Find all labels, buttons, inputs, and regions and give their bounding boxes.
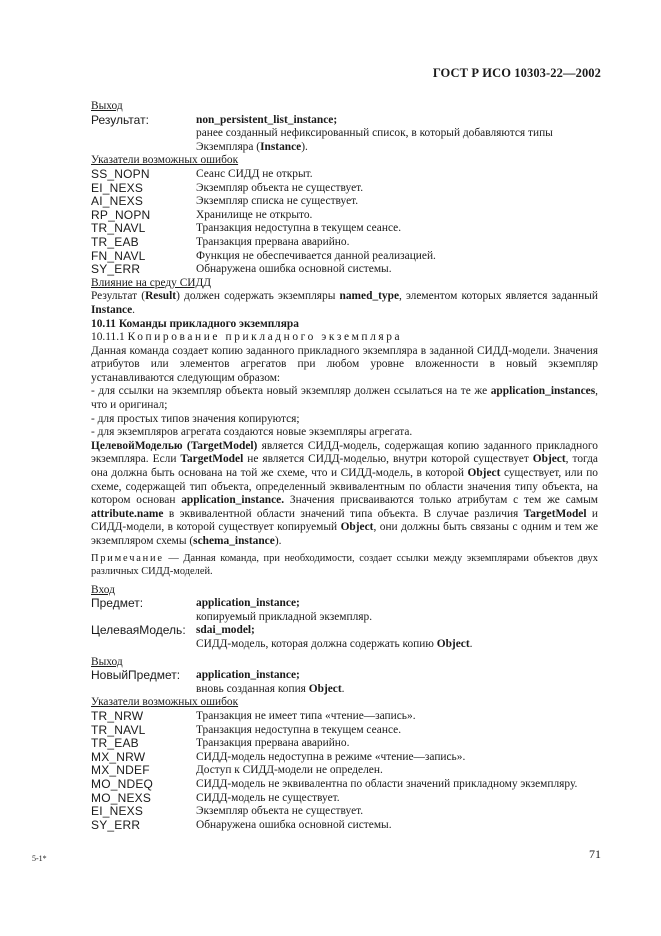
errors2-heading: Указатели возможных ошибок — [91, 696, 239, 709]
error-code: TR_NRW — [91, 708, 144, 723]
page-number: 71 — [589, 847, 601, 861]
result-row — [91, 114, 598, 155]
errors-heading: Указатели возможных ошибок — [91, 154, 239, 167]
error-code: MO_NEXS — [91, 790, 152, 805]
error-row — [91, 737, 598, 751]
error-text: Функция не обеспечивается данной реализацией. — [196, 249, 436, 262]
error-code: MX_NRW — [91, 749, 146, 764]
error-text: СИДД-модель недоступна в режиме «чтение—запись». — [196, 750, 466, 763]
page-header: ГОСТ Р ИСО 10303-22—2002 — [432, 66, 601, 80]
note: Примечание — Данная команда, при необходимости, создает ссылки между экземплярами объектов двух различных СИДД-моделей. — [91, 552, 598, 577]
error-code: MO_NDEQ — [91, 776, 154, 791]
error-text: Транзакция не имеет типа «чтение—запись». — [196, 709, 416, 722]
error-row — [91, 250, 598, 264]
error-text: Сеанс СИДД не открыт. — [196, 167, 313, 180]
error-code: SY_ERR — [91, 817, 141, 832]
error-text: Транзакция недоступна в текущем сеансе. — [196, 222, 402, 235]
input-row-target-model: ЦелеваяМодель: sdai_model; СИДД-модель, которая должна содержать копию Object. — [91, 623, 473, 650]
error-text: Экземпляр списка не существует. — [196, 195, 359, 208]
error-row — [91, 805, 598, 819]
error-code: MX_NDEF — [91, 763, 150, 778]
error-text: Обнаружена ошибка основной системы. — [196, 263, 392, 276]
error-code: RP_NOPN — [91, 207, 151, 222]
error-code: SS_NOPN — [91, 166, 150, 181]
output2-heading: Выход — [91, 655, 123, 668]
error-row — [91, 778, 598, 792]
output-heading: Выход — [91, 100, 123, 112]
error-text: Обнаружена ошибка основной системы. — [196, 818, 392, 831]
error-text: СИДД-модель не существует. — [196, 791, 340, 804]
error-code: TR_EAB — [91, 736, 139, 751]
error-text: Экземпляр объекта не существует. — [196, 805, 364, 818]
influence-heading: Влияние на среду СИДД — [91, 276, 212, 289]
error-code: SY_ERR — [91, 262, 141, 277]
page-content — [91, 100, 598, 832]
result-desc: ранее созданный нефиксированный список, в который добавляются типы Экземпляра (Instance). — [196, 127, 553, 153]
result-value: non_persistent_list_instance; — [196, 113, 338, 126]
error-row — [91, 222, 598, 236]
error-text: Хранилище не открыто. — [196, 208, 313, 221]
footer-left: 5-1* — [32, 854, 47, 863]
bullet-3: - для экземпляров агрегата создаются новые экземпляры агрегата. — [91, 426, 413, 439]
error-row — [91, 792, 598, 806]
input-heading: Вход — [91, 583, 115, 596]
error-row — [91, 724, 598, 738]
section-paragraph-1: Данная команда создает копию заданного прикладного экземпляра в заданной СИДД-модели. Значения атрибутов или элементов агрегатов при любом уровне вложенности в новый экземпляр устанавливаются следующим образом: — [91, 344, 598, 384]
error-row — [91, 710, 598, 724]
errors-list — [91, 168, 598, 277]
bullet-2: - для простых типов значения копируются; — [91, 412, 300, 425]
result-label: Результат: — [91, 112, 149, 127]
error-code: FN_NAVL — [91, 248, 146, 263]
subsection-title: 10.11.1 Копирование прикладного экземпляра — [91, 331, 403, 344]
error-row — [91, 168, 598, 182]
error-text: СИДД-модель не эквивалентна по области значений прикладному экземпляру. — [196, 777, 578, 790]
error-row — [91, 182, 598, 196]
section-paragraph-2: ЦелевойМоделью (TargetModel) является СИДД-модель, содержащая копию заданного прикладного экземпляра. Если TargetModel не является СИДД-моделью, внутри которой существует Object, тогда она должна быть основана на той же схеме, что и СИДД-модель, в которой Object существует, или по схеме, содержащей тип объекта, определенный эквивалентным по области значения типу объекта, на котором основан application_instance. Значения присваиваются только атрибутам с тем же самым attribute.name в эквивалентной области значений типа объекта. В случае различия TargetModel и СИДД-модели, в которой существует копируемый Object, они должны быть связаны с одним и тем же экземпляром схемы (schema_instance). — [91, 439, 599, 547]
error-code: EI_NEXS — [91, 180, 144, 195]
error-row — [91, 263, 598, 277]
errors2-list — [91, 710, 598, 832]
error-row — [91, 236, 598, 250]
error-text: Экземпляр объекта не существует. — [196, 181, 364, 194]
error-text: Транзакция прервана аварийно. — [196, 235, 350, 248]
error-text: Доступ к СИДД-модели не определен. — [196, 764, 383, 777]
section-title: 10.11 Команды прикладного экземпляра — [91, 317, 299, 330]
error-text: Транзакция прервана аварийно. — [196, 737, 350, 750]
error-code: TR_NAVL — [91, 221, 146, 236]
error-code: TR_EAB — [91, 234, 139, 249]
bullet-1: - для ссылки на экземпляр объекта новый экземпляр должен ссылаться на те же application_instances, что и оригинал; — [91, 385, 598, 412]
error-row — [91, 819, 598, 833]
error-row — [91, 209, 598, 223]
input-row-subject: Предмет: application_instance; копируемый прикладной экземпляр. — [91, 596, 373, 623]
influence-paragraph: Результат (Result) должен содержать экземпляры named_type, элементом которых является заданный Instance. — [91, 290, 598, 316]
error-code: AI_NEXS — [91, 194, 144, 209]
output2-row: НовыйПредмет: application_instance; вновь созданная копия Object. — [91, 668, 345, 695]
error-row — [91, 764, 598, 778]
error-text: Транзакция недоступна в текущем сеансе. — [196, 723, 402, 736]
error-code: EI_NEXS — [91, 804, 144, 819]
error-code: TR_NAVL — [91, 722, 146, 737]
error-row — [91, 751, 598, 765]
error-row — [91, 195, 598, 209]
